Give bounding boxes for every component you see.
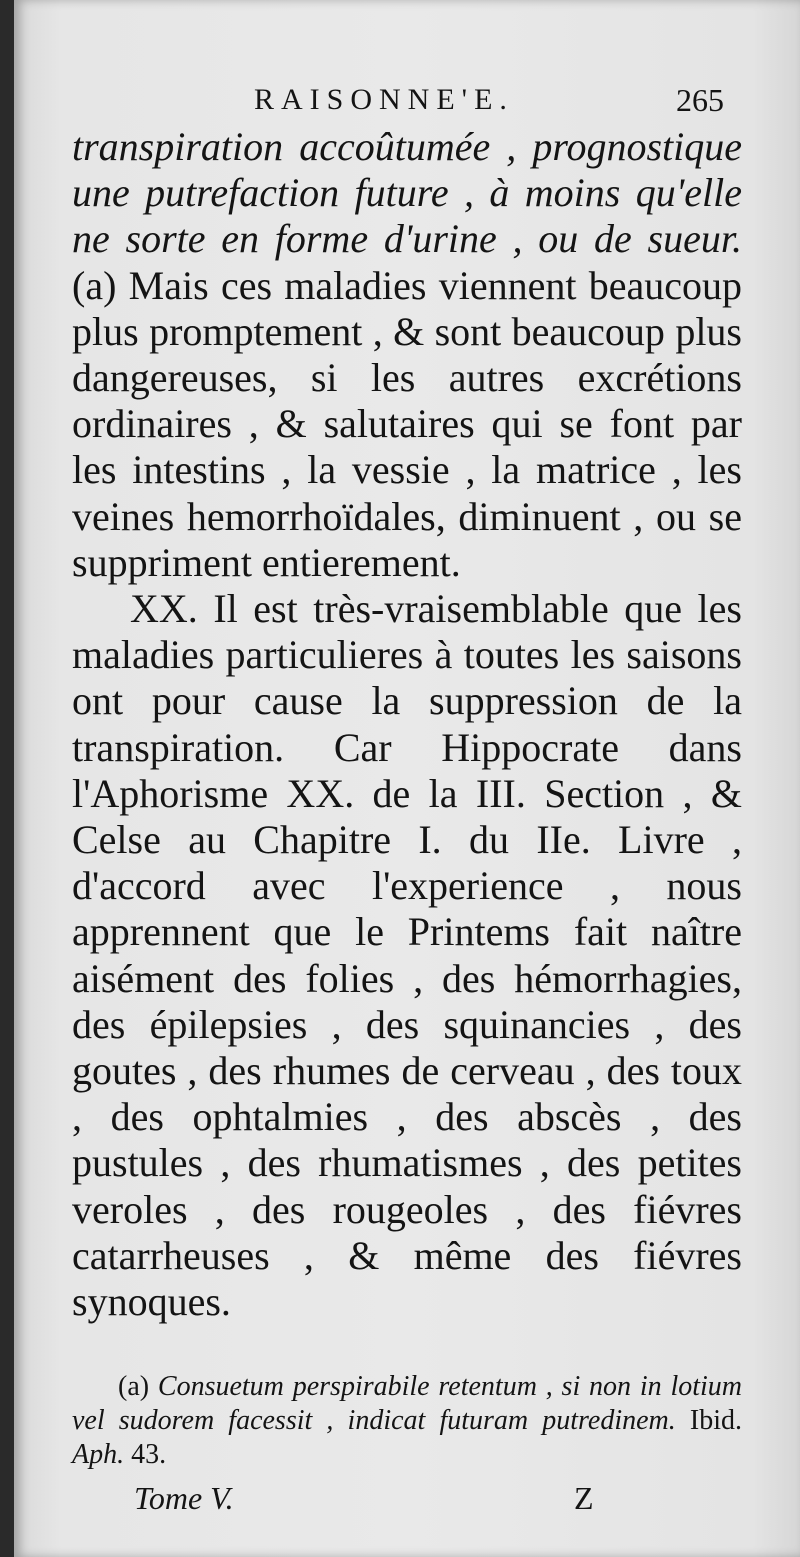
book-page	[14, 0, 800, 1557]
page-number: 265	[676, 82, 724, 118]
page-header	[254, 80, 724, 120]
paragraph-xx: XX. Il est très-vraisemblable que les maladies particulieres à toutes les saisons ont pour cause la suppression de la transpiration. Car Hippocrate dans l'Aphorisme XX. de la III. Section , & Celse au Chapitre I. du IIe. Livre , d'accord avec l'experience , nous apprennent que le Printems fait naître aisément des folies , des hémorrhagies, des épilepsies , des squinancies , des goutes , des rhumes de cerveau , des toux , des ophtalmies , des abscès , des pustules , des rhumatismes , des petites veroles , des rougeoles , des fiévres catarrheuses , & même des fiévres synoques.	[72, 586, 742, 1325]
footnote-aph: Aph.	[72, 1439, 125, 1470]
footnote	[72, 1370, 742, 1472]
paragraph-continuation	[72, 124, 742, 586]
main-text	[72, 124, 742, 1325]
italic-lead-text: transpiration accoûtumée , prognostique une putrefaction future , à moins qu'elle ne sorte en forme d'urine , ou de sueur.	[72, 124, 742, 262]
footnote-text	[72, 1370, 742, 1472]
footnote-ibid: Ibid.	[675, 1405, 742, 1436]
volume-line: Tome V.	[134, 1480, 234, 1516]
running-head: RAISONNE'E.	[254, 83, 514, 116]
signature-mark: Z	[574, 1480, 594, 1516]
paragraph-continuation-text: (a) Mais ces maladies viennent beaucoup plus promptement , & sont beaucoup plus dangereuses, si les autres excrétions ordinaires , & salutaires qui se font par les intestins , la vessie , la matrice , les veines hemorrhoïdales, diminuent , ou se suppriment entierement.	[72, 262, 742, 585]
page-footer	[134, 1478, 634, 1518]
footnote-latin-quote: Consuetum perspirabile retentum , si non in lotium vel sudorem facessit , indicat futuram putredinem.	[72, 1371, 743, 1436]
footnote-ref-number: 43.	[124, 1439, 167, 1470]
footnote-marker: (a)	[118, 1371, 150, 1402]
